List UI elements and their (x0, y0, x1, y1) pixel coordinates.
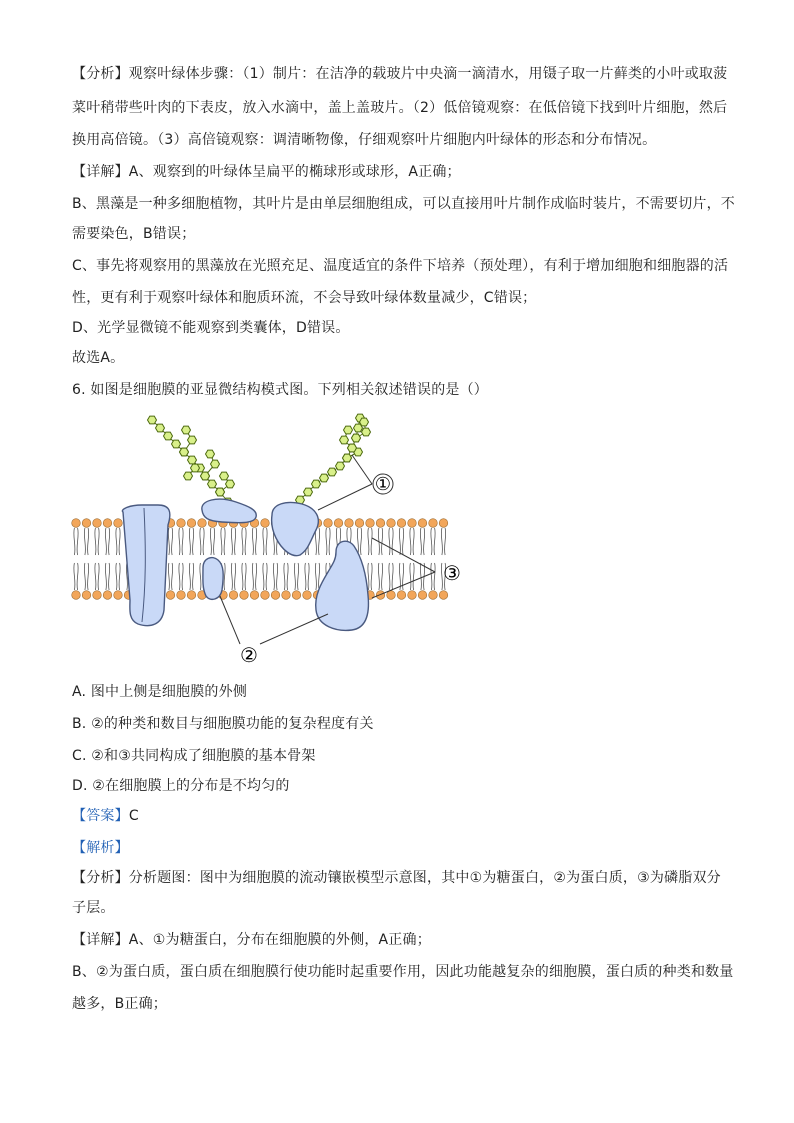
fatty-acid-tail (378, 563, 379, 590)
fatty-acid-tail (168, 528, 169, 555)
phospholipid-head (261, 519, 270, 528)
fatty-acid-tail (74, 563, 75, 590)
fatty-acid-tail (84, 528, 85, 555)
fatty-acid-tail (224, 563, 225, 590)
fatty-acid-tail (284, 563, 285, 590)
phospholipid-head (366, 519, 375, 528)
small-protein (203, 558, 223, 600)
fatty-acid-tail (200, 528, 201, 555)
fatty-acid-tail (231, 528, 232, 555)
phospholipid-head (82, 591, 91, 600)
sugar-chain-left (148, 416, 235, 506)
phospholipid-head (303, 591, 312, 600)
fatty-acid-tail (308, 563, 309, 590)
phospholipid-head (72, 591, 81, 600)
sugar-unit (172, 440, 181, 448)
phospholipid-head (408, 519, 417, 528)
phospholipid-head (397, 591, 406, 600)
fatty-acid-tail (361, 528, 362, 555)
fatty-acid-tail (371, 528, 372, 555)
fatty-acid-tail (413, 528, 414, 555)
fatty-acid-tail (119, 563, 120, 590)
option-d: D. ②在细胞膜上的分布是不均匀的 (72, 778, 290, 794)
sugar-unit (148, 416, 157, 424)
fatty-acid-tail (172, 563, 173, 590)
phospholipid-head (418, 519, 427, 528)
sugar-unit (188, 436, 197, 444)
fatty-acid-tail (245, 528, 246, 555)
option-b: B. ②的种类和数目与细胞膜功能的复杂程度有关 (72, 716, 374, 732)
fatty-acid-tail (189, 528, 190, 555)
fatty-acid-tail (105, 528, 106, 555)
text-line: 菜叶稍带些叶肉的下表皮，放入水滴中，盖上盖玻片。（2）低倍镜观察：在低倍镜下找到叶片细胞，然后 (72, 100, 728, 116)
fatty-acid-tail (109, 528, 110, 555)
fatty-acid-tail (389, 563, 390, 590)
fatty-acid-tail (424, 528, 425, 555)
sugar-unit (208, 480, 217, 488)
option-c: C. ②和③共同构成了细胞膜的基本骨架 (72, 748, 316, 764)
fatty-acid-tail (189, 563, 190, 590)
fatty-acid-tail (392, 563, 393, 590)
answer-value: C (128, 808, 139, 824)
phospholipid-head (187, 519, 196, 528)
phospholipid-head (429, 519, 438, 528)
fatty-acid-tail (77, 563, 78, 590)
phospholipid-head (72, 519, 81, 528)
sugar-unit (344, 426, 353, 434)
phospholipid-head (82, 519, 91, 528)
fatty-acid-tail (410, 563, 411, 590)
text-line: 【详解】A、①为糖蛋白，分布在细胞膜的外侧，A正确； (72, 932, 431, 948)
fatty-acid-tail (441, 528, 442, 555)
sugar-unit (336, 462, 345, 470)
fatty-acid-tail (98, 563, 99, 590)
phospholipid-head (387, 591, 396, 600)
fatty-acid-tail (214, 528, 215, 555)
phospholipid-head (345, 519, 354, 528)
text-line: B、黑藻是一种多细胞植物，其叶片是由单层细胞组成，可以直接用叶片制作成临时装片，不需要切片，不 (72, 196, 736, 212)
fatty-acid-tail (382, 528, 383, 555)
cell-membrane-figure (60, 400, 480, 680)
phospholipid-head (355, 519, 364, 528)
text-line: D、光学显微镜不能观察到类囊体，D错误。 (72, 320, 350, 336)
sugar-unit (191, 464, 200, 472)
sugar-unit (206, 450, 215, 458)
fatty-acid-tail (168, 563, 169, 590)
sugar-unit (226, 480, 235, 488)
fatty-acid-tail (298, 563, 299, 590)
large-protein (316, 541, 369, 630)
sugar-unit (360, 418, 369, 426)
fatty-acid-tail (256, 528, 257, 555)
fatty-acid-tail (431, 528, 432, 555)
fatty-acid-tail (231, 563, 232, 590)
fatty-acid-tail (403, 528, 404, 555)
fatty-acid-tail (266, 563, 267, 590)
fatty-acid-tail (368, 563, 369, 590)
phospholipid-head (93, 519, 102, 528)
phospholipid-head (282, 591, 291, 600)
fatty-acid-tail (277, 563, 278, 590)
fatty-acid-tail (266, 528, 267, 555)
fatty-acid-tail (193, 528, 194, 555)
peripheral-protein (202, 499, 256, 523)
fatty-acid-tail (392, 528, 393, 555)
fatty-acid-tail (116, 563, 117, 590)
answer-line (72, 806, 732, 826)
fatty-acid-tail (95, 563, 96, 590)
phospholipid-head (429, 591, 438, 600)
text-line: C、事先将观察用的黑藻放在光照充足、温度适宜的条件下培养（预处理），有利于增加细胞和细胞器的活 (72, 258, 729, 274)
fatty-acid-tail (116, 528, 117, 555)
sugar-unit (312, 480, 321, 488)
fatty-acid-tail (319, 563, 320, 590)
label-1: ① (374, 474, 392, 495)
phospholipid-head (397, 519, 406, 528)
glycoprotein (272, 502, 319, 555)
sugar-unit (348, 444, 357, 452)
phospholipid-head (418, 591, 427, 600)
fatty-acid-tail (179, 563, 180, 590)
phospholipid-head (240, 591, 249, 600)
phospholipid-head (439, 591, 448, 600)
fatty-acid-tail (252, 563, 253, 590)
fatty-acid-tail (98, 528, 99, 555)
phospholipid-head (439, 519, 448, 528)
fatty-acid-tail (200, 563, 201, 590)
fatty-acid-tail (74, 528, 75, 555)
sugar-unit (184, 472, 193, 480)
phospholipid-head (166, 591, 175, 600)
explain-tag: 【解析】 (72, 840, 129, 856)
fatty-acid-tail (434, 528, 435, 555)
fatty-acid-tail (434, 563, 435, 590)
fatty-acid-tail (326, 528, 327, 555)
sugar-unit (164, 432, 173, 440)
label-3: ③ (443, 561, 461, 585)
fatty-acid-tail (182, 528, 183, 555)
fatty-acid-tail (88, 528, 89, 555)
fatty-acid-tail (329, 528, 330, 555)
fatty-acid-tail (109, 563, 110, 590)
phospholipid-head (93, 591, 102, 600)
fatty-acid-tail (305, 563, 306, 590)
phospholipid-head (229, 591, 238, 600)
phospholipid-head (103, 591, 112, 600)
phospholipid-head (114, 519, 123, 528)
sugar-unit (156, 424, 165, 432)
sugar-unit (362, 428, 371, 436)
fatty-acid-tail (88, 563, 89, 590)
phospholipid-head (114, 591, 123, 600)
text-line: 【分析】分析题图：图中为细胞膜的流动镶嵌模型示意图，其中①为糖蛋白，②为蛋白质，③为磷脂双分 (72, 870, 721, 886)
sugar-unit (220, 472, 229, 480)
fatty-acid-tail (410, 528, 411, 555)
fatty-acid-tail (179, 528, 180, 555)
sugar-unit (182, 426, 191, 434)
fatty-acid-tail (77, 528, 78, 555)
fatty-acid-tail (287, 563, 288, 590)
phospholipid-head (271, 591, 280, 600)
fatty-acid-tail (242, 528, 243, 555)
text-line: B、②为蛋白质，蛋白质在细胞膜行使功能时起重要作用，因此功能越复杂的细胞膜，蛋白质的种类和数量 (72, 964, 734, 980)
fatty-acid-tail (193, 563, 194, 590)
fatty-acid-tail (172, 528, 173, 555)
fatty-acid-tail (105, 563, 106, 590)
fatty-acid-tail (203, 528, 204, 555)
text-line: 【详解】A、观察到的叶绿体呈扁平的椭球形或球形，A正确； (72, 164, 461, 180)
sugar-unit (201, 472, 210, 480)
text-line: 换用高倍镜。（3）高倍镜观察：调清晰物像，仔细观察叶片细胞内叶绿体的形态和分布情况。 (72, 132, 657, 148)
fatty-acid-tail (84, 563, 85, 590)
sugar-unit (340, 436, 349, 444)
label-2: ② (240, 643, 258, 667)
phospholipid-head (250, 591, 259, 600)
fatty-acid-tail (242, 563, 243, 590)
phospholipid-head (177, 519, 186, 528)
text-line: 子层。 (72, 900, 115, 916)
phospholipid-head (261, 591, 270, 600)
sugar-unit (328, 468, 337, 476)
phospholipid-head (387, 519, 396, 528)
option-a: A. 图中上侧是细胞膜的外侧 (72, 684, 248, 700)
text-line: 性，更有利于观察叶绿体和胞质环流，不会导致叶绿体数量减少，C错误； (72, 290, 537, 306)
fatty-acid-tail (431, 563, 432, 590)
text-line: 故选A。 (72, 350, 125, 366)
sugar-unit (188, 456, 197, 464)
fatty-acid-tail (263, 563, 264, 590)
fatty-acid-tail (445, 528, 446, 555)
phospholipid-head (408, 591, 417, 600)
fatty-acid-tail (413, 563, 414, 590)
fatty-acid-tail (294, 563, 295, 590)
phospholipid-head (292, 591, 301, 600)
channel-protein (122, 505, 169, 626)
phospholipid-head (324, 519, 333, 528)
sugar-unit (343, 454, 352, 462)
sugar-unit (352, 434, 361, 442)
sugar-unit (304, 488, 313, 496)
fatty-acid-tail (371, 563, 372, 590)
sugar-unit (216, 488, 225, 496)
sugar-unit (211, 460, 220, 468)
fatty-acid-tail (182, 563, 183, 590)
fatty-acid-tail (224, 528, 225, 555)
fatty-acid-tail (221, 528, 222, 555)
fatty-acid-tail (263, 528, 264, 555)
fatty-acid-tail (245, 563, 246, 590)
text-line: 越多，B正确； (72, 996, 168, 1012)
phospholipid-head (177, 591, 186, 600)
fatty-acid-tail (420, 563, 421, 590)
fatty-acid-tail (389, 528, 390, 555)
sugar-unit (320, 474, 329, 482)
phospholipid-head (103, 519, 112, 528)
question-stem: 6. 如图是细胞膜的亚显微结构模式图。下列相关叙述错误的是（） (72, 382, 489, 398)
sugar-unit (180, 448, 189, 456)
fatty-acid-tail (420, 528, 421, 555)
fatty-acid-tail (319, 528, 320, 555)
answer-tag: 【答案】 (72, 808, 129, 824)
fatty-acid-tail (95, 528, 96, 555)
fatty-acid-tail (256, 563, 257, 590)
fatty-acid-tail (252, 528, 253, 555)
fatty-acid-tail (210, 528, 211, 555)
phospholipid-head (334, 519, 343, 528)
text-line: 需要染色，B错误； (72, 226, 196, 242)
phospholipid-head (376, 519, 385, 528)
fatty-acid-tail (235, 528, 236, 555)
fatty-acid-tail (403, 563, 404, 590)
fatty-acid-tail (399, 528, 400, 555)
fatty-acid-tail (119, 528, 120, 555)
text-line: 【分析】观察叶绿体步骤：（1）制片：在洁净的载玻片中央滴一滴清水，用镊子取一片藓类的小叶或取菠 (72, 66, 728, 82)
fatty-acid-tail (235, 563, 236, 590)
fatty-acid-tail (273, 563, 274, 590)
phospholipid-head (198, 519, 207, 528)
fatty-acid-tail (315, 563, 316, 590)
phospholipid-head (187, 591, 196, 600)
fatty-acid-tail (382, 563, 383, 590)
fatty-acid-tail (368, 528, 369, 555)
